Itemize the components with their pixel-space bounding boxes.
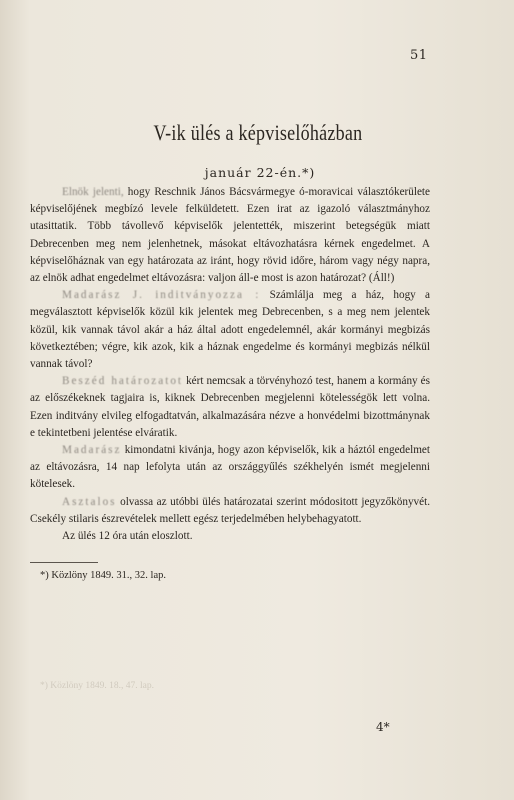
footnote-divider	[30, 562, 98, 563]
paragraph-text: kimondatni kivánja, hogy azon képviselők, kik a háztól engedelmet az eltávozásra, 14 nap lefolyta után az országgyűlés székhelyén ismét megjelenni kötelesek.	[30, 444, 430, 491]
printer-signature-mark: 4*	[376, 720, 390, 734]
paragraph-text: hogy Reschnik János Bácsvármegye ó-moravicai választókerülete képviselőjének megbízó levele felküldetett. Ezen irat az igazoló választmányhoz utasittatik. Több távollevő képviselők jelentették, miszerint betegségük miatt Debrecenben meg nem jelenhetnek, másokat eltávozhatásra kérnek engedelmet. A képviselőháznak van egy határozata az iránt, hogy rövid időre, három vagy négy napra, az elnök adhat engedelmet eltávozásra: valjon áll-e most is azon határozat? (Áll!)	[30, 186, 431, 285]
closing-line	[30, 528, 430, 545]
paragraph-lead: Madarász	[62, 444, 122, 457]
paragraph	[30, 494, 430, 528]
paragraph	[30, 287, 430, 373]
paragraph-text: Az ülés 12 óra után eloszlott.	[62, 530, 193, 543]
bleed-through-text: *) Közlöny 1849. 18., 47. lap.	[40, 681, 154, 691]
paragraph-lead: Madarász J. inditványozza :	[62, 289, 261, 302]
session-date: január 22-én.*)	[204, 165, 316, 180]
session-title: V-ik ülés a képviselőházban	[153, 120, 363, 145]
paragraph-lead: Asztalos	[62, 495, 117, 508]
paragraph	[30, 442, 430, 494]
body-text	[30, 184, 430, 545]
paragraph-text: olvassa az utóbbi ülés határozatai szerint módositott jegyzőkönyvét. Csekély stilaris észrevételek mellett egész terjedelmében helybehagyatott.	[30, 495, 430, 525]
page-number: 51	[410, 48, 428, 63]
paragraph-lead: Elnök jelenti,	[62, 186, 124, 198]
paragraph	[30, 184, 430, 287]
paragraph	[30, 373, 430, 442]
paragraph-text: Számlálja meg a ház, hogy a megválasztott képviselők közül kik jelentek meg Debrecenben, s a meg nem jelentek közül, kik vannak távol akár a ház által adott engedelemnél, akár kormányi megbizás következtében; végre, kik azok, kik a háznak engedelme és kormányi megbizás nélkül vannak távol?	[30, 289, 430, 371]
footnote: *) Közlöny 1849. 31., 32. lap.	[40, 570, 166, 581]
paragraph-lead: Beszéd határozatot	[62, 375, 184, 388]
paragraph-text: kért nemcsak a törvényhozó test, hanem a kormány és az előszékeknek tagjaira is, kiknek Debrecenben megjelenni kötelességök lett volna. Ezen inditvány elvileg elfogadtatván, alkalmazására nézve a honvédelmi bizottmánynak e tekintetbeni jelentése elváratik.	[30, 375, 430, 439]
